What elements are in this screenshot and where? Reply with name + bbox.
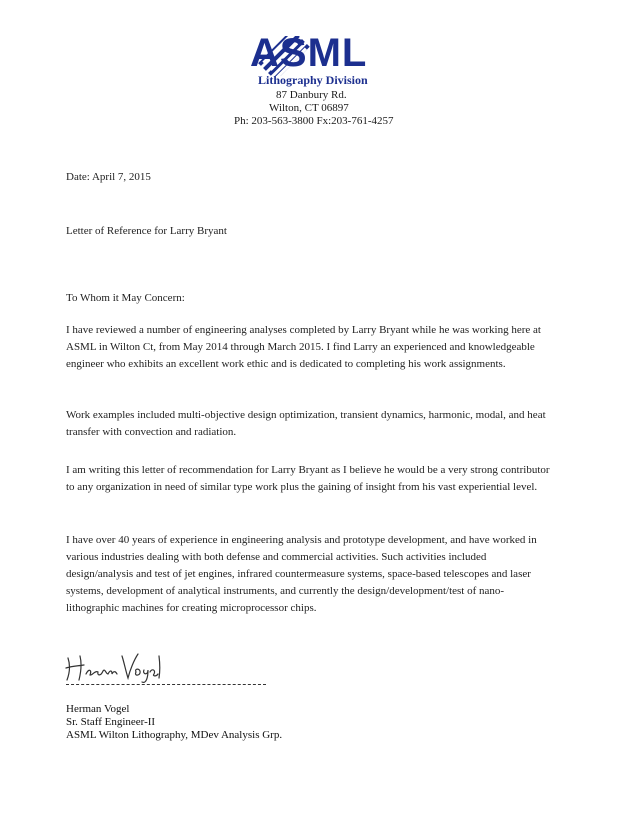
letter-subject: Letter of Reference for Larry Bryant (66, 225, 227, 237)
company-logo-text: ASML (250, 31, 368, 75)
signer-organization: ASML Wilton Lithography, MDev Analysis Grp. (66, 729, 283, 741)
body-paragraph: I have over 40 years of experience in engineering analysis and prototype development, and have worked in various industries dealing with both defense and commercial activities. Such activities included design/analysis and test of jet engines, infrared countermeasure systems, space-based telescopes and laser systems, development of analytical instruments, and currently the design/development/test of nano-lithographic machines for creating microprocessor chips. (66, 534, 537, 614)
address-line-2: Wilton, CT 06897 (269, 102, 349, 114)
division-name: Lithography Division (258, 73, 368, 87)
body-paragraph: I have reviewed a number of engineering analyses completed by Larry Bryant while he was working here at ASML in Wilton Ct, from May 2014 through March 2015. I find Larry an experienced and knowledgeable engineer who exhibits an excellent work ethic and is dedicated to completing his work assignments. (66, 324, 541, 370)
signer-title: Sr. Staff Engineer-II (66, 716, 156, 728)
body-paragraph: I am writing this letter of recommendation for Larry Bryant as I believe he would be a very strong contributor to any organization in need of similar type work plus the gaining of insight from his vast experiential level. (66, 464, 550, 493)
letter-date: Date: April 7, 2015 (66, 171, 151, 183)
salutation: To Whom it May Concern: (66, 292, 185, 304)
body-paragraph: Work examples included multi-objective design optimization, transient dynamics, harmonic, modal, and heat transfer with convection and radiation. (66, 409, 546, 438)
phone-fax: Ph: 203-563-3800 Fx:203-761-4257 (234, 115, 394, 127)
signature-line (66, 684, 266, 685)
signer-name: Herman Vogel (66, 703, 130, 715)
address-line-1: 87 Danbury Rd. (276, 89, 347, 101)
handwritten-signature (62, 650, 162, 684)
